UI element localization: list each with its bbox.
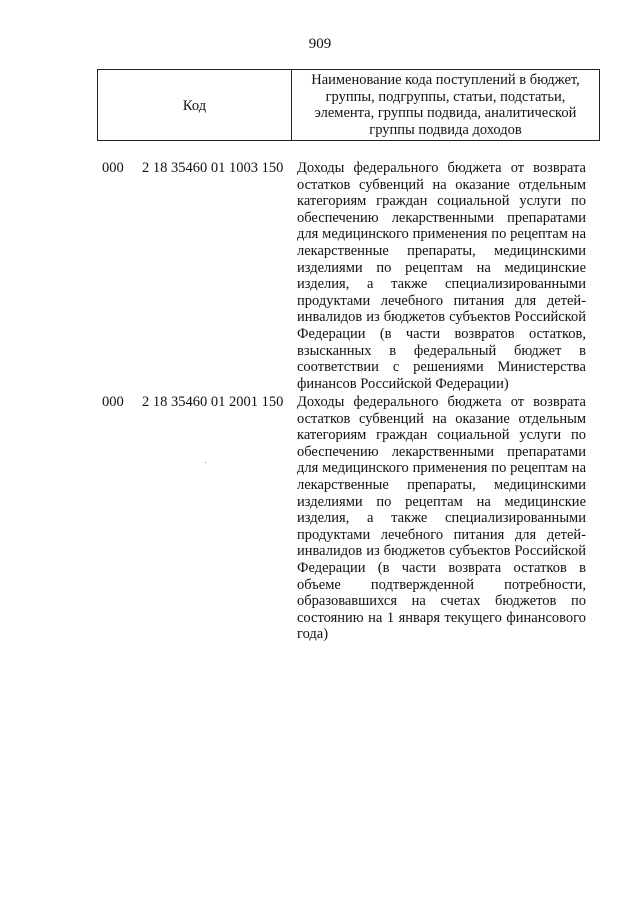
row-description: Доходы федерального бюджета от возврата остатков субвенций на оказание отдельным категориям граждан социальной услуги по обеспечению лекарственными препаратами для медицинского применения по рецептам на лекарственные препараты, медицинскими изделиями по рецептам на медицинские изделия, а также специализированными продуктами лечебного питания для детей-инвалидов из бюджетов субъектов Российской Федерации (в части возврата остатков в объеме подтвержденной потребности, образовавшихся на счетах бюджетов по состоянию на 1 января текущего финансового года) bbox=[297, 394, 586, 643]
table-header bbox=[97, 69, 600, 141]
row-income-code: 2 18 35460 01 2001 150 bbox=[142, 394, 284, 410]
row-description: Доходы федерального бюджета от возврата остатков субвенций на оказание отдельным категориям граждан социальной услуги по обеспечению лекарственными препаратами для медицинского применения по рецептам на лекарственные препараты, медицинскими изделиями по рецептам на медицинские изделия, а также специализированными продуктами лечебного питания для детей-инвалидов из бюджетов субъектов Российской Федерации (в части возвратов остатков, взысканных в федеральный бюджет в соответствии с решениями Министерства финансов Российской Федерации) bbox=[297, 160, 586, 392]
header-name-label: Наименование кода поступлений в бюджет, группы, подгруппы, статьи, подстатьи, элемента, группы подвида, аналитической группы подвида доходов bbox=[311, 72, 580, 138]
row-admin-code: 000 bbox=[102, 160, 124, 176]
row-admin-code: 000 bbox=[102, 394, 124, 410]
page-number: 909 bbox=[308, 36, 332, 52]
scan-speck bbox=[205, 462, 206, 463]
row-income-code: 2 18 35460 01 1003 150 bbox=[142, 160, 284, 176]
header-code-label: Код bbox=[98, 70, 292, 140]
